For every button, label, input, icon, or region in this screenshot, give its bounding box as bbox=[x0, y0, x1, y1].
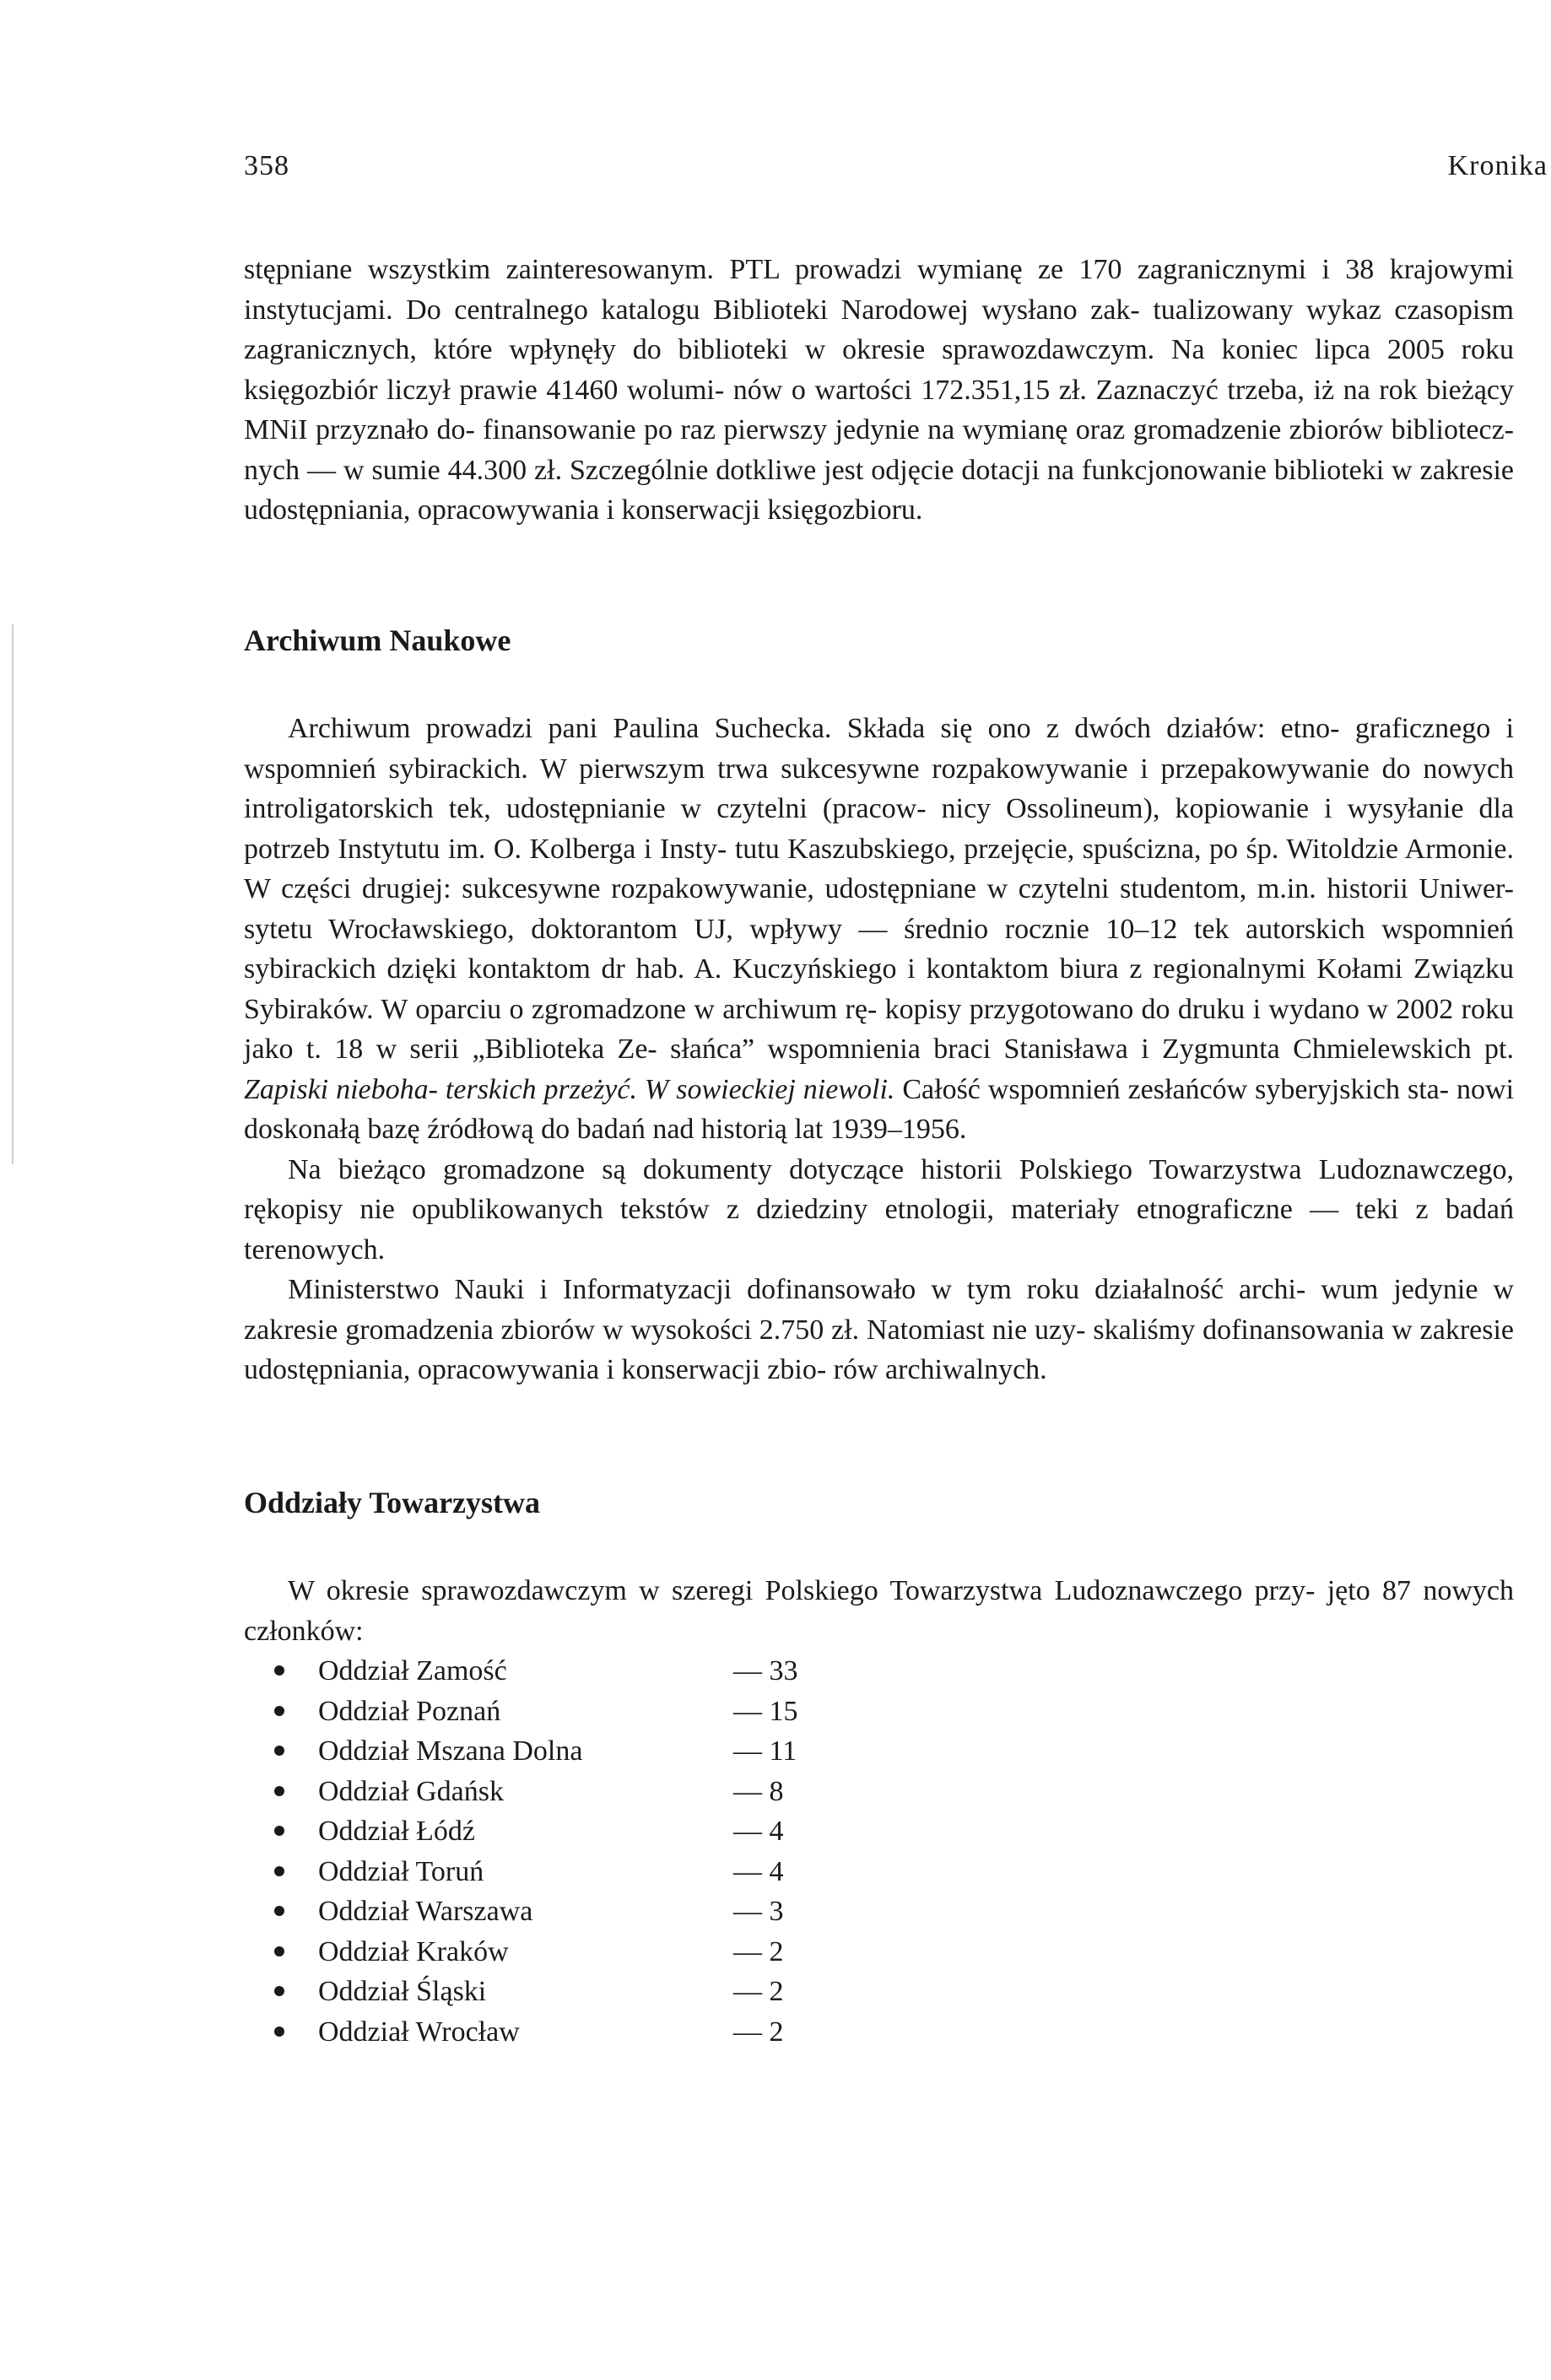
text-line: jęto 87 nowych członków: bbox=[244, 1575, 1515, 1647]
bullet-icon bbox=[274, 1826, 284, 1836]
list-item bbox=[244, 1892, 1514, 1932]
branch-name: Oddział Wrocław bbox=[318, 2016, 520, 2048]
branch-name: Oddział Mszana Dolna bbox=[318, 1735, 583, 1767]
bullet-icon bbox=[274, 1946, 284, 1956]
archive-heading: Archiwum Naukowe bbox=[244, 623, 511, 657]
branch-name: Oddział Łódź bbox=[318, 1816, 475, 1847]
text-line: sprawozdawczym. Na koniec lipca 2005 roku księgozbiór liczył prawie 41460 wolumi- bbox=[244, 334, 1514, 406]
archive-paragraph-3 bbox=[244, 1270, 1514, 1390]
text-line: etnograficzne — teki z badań terenowych. bbox=[244, 1194, 1515, 1266]
list-item bbox=[244, 1651, 1514, 1692]
branch-name: Oddział Poznań bbox=[318, 1695, 501, 1727]
bullet-icon bbox=[274, 1706, 284, 1716]
branch-count: — 15 bbox=[733, 1695, 798, 1727]
text-line: graficznego i wspomnień sybirackich. W pierwszym trwa sukcesywne rozpakowywanie bbox=[244, 713, 1515, 785]
archive-paragraph-2 bbox=[244, 1150, 1514, 1271]
branch-name: Oddział Gdańsk bbox=[318, 1775, 505, 1807]
text-line: wum jedynie w zakresie gromadzenia zbiorów w wysokości 2.750 zł. Natomiast nie uzy- bbox=[244, 1274, 1514, 1346]
branch-count: — 2 bbox=[733, 1976, 784, 2007]
library-paragraph bbox=[244, 250, 1514, 531]
text-line: finansowanie po raz pierwszy jedynie na wymianę oraz gromadzenie zbiorów bibliotecz- bbox=[483, 414, 1514, 445]
bullet-icon bbox=[274, 1906, 284, 1916]
branch-count: — 8 bbox=[733, 1775, 784, 1807]
text-line: W okresie sprawozdawczym w szeregi Polskiego Towarzystwa Ludoznawczego przy- bbox=[288, 1575, 1316, 1606]
branch-name: Oddział Zamość bbox=[318, 1655, 507, 1687]
text-line: sytetu Wrocławskiego, doktorantom UJ, wpływy — średnio rocznie 10–12 tek autorskich bbox=[244, 913, 1365, 945]
list-item bbox=[244, 2012, 1514, 2053]
bullet-icon bbox=[274, 2027, 284, 2037]
archive-paragraph-1 bbox=[244, 709, 1514, 1150]
branches-list bbox=[244, 1651, 1514, 2052]
text-line: nowi doskonałą bazę źródłową do badań nad historią lat 1939–1956. bbox=[244, 1073, 1515, 1145]
list-item bbox=[244, 1731, 1514, 1772]
text-line: Na bieżąco gromadzone są dokumenty dotyczące historii Polskiego Towarzystwa bbox=[288, 1153, 1302, 1185]
text-line: skaliśmy dofinansowania w zakresie udostępniania, opracowywania i konserwacji zbio- bbox=[244, 1314, 1515, 1385]
text-line: Ministerstwo Nauki i Informatyzacji dofinansowało w tym roku działalność archi- bbox=[288, 1274, 1306, 1305]
book-title-italic: Zapiski nieboha- bbox=[244, 1073, 438, 1105]
text-line: Ludoznawczego, rękopisy nie opublikowanych tekstów z dziedziny etnologii, materiały bbox=[244, 1153, 1514, 1225]
list-item bbox=[244, 1972, 1514, 2012]
list-item bbox=[244, 1811, 1514, 1852]
bullet-icon bbox=[274, 1665, 284, 1676]
text-line: biblioteki w zakresie udostępniania, opracowywania i konserwacji księgozbioru. bbox=[244, 454, 1515, 526]
text-line: wspomnień sybirackich dzięki kontaktom dr hab. A. Kuczyńskiego i kontaktom biura bbox=[244, 913, 1515, 985]
branch-count: — 2 bbox=[733, 1935, 784, 1967]
text-line: sukcesywne rozpakowywanie, udostępniane w czytelni studentom, m.in. historii Uniwer- bbox=[462, 873, 1515, 904]
text-line: i przepakowywanie do nowych introligatorskich tek, udostępnianie w czytelni (pracow- bbox=[244, 753, 1514, 824]
branch-name: Oddział Kraków bbox=[318, 1935, 509, 1967]
text-line: Całość wspomnień zesłańców syberyjskich sta- bbox=[894, 1073, 1450, 1105]
text-line: Archiwum prowadzi pani Paulina Suchecka. Składa się ono z dwóch działów: etno- bbox=[288, 713, 1340, 744]
branch-count: — 4 bbox=[733, 1855, 784, 1887]
book-title-italic: terskich przeżyć. W sowieckiej niewoli. bbox=[445, 1073, 895, 1105]
text-line: nicy Ossolineum), kopiowanie i wysyłanie dla potrzeb Instytutu im. O. Kolberga i Insty- bbox=[244, 793, 1515, 865]
bullet-icon bbox=[274, 1986, 284, 1996]
text-line: stępniane wszystkim zainteresowanym. PTL prowadzi wymianę ze 170 zagranicznymi bbox=[244, 254, 1307, 285]
list-item bbox=[244, 1692, 1514, 1732]
text-line: i 38 krajowymi instytucjami. Do centralnego katalogu Biblioteki Narodowej wysłano zak- bbox=[244, 254, 1515, 326]
text-line: kopisy przygotowano do druku i wydano w 2002 roku jako t. 18 w serii „Biblioteka Ze- bbox=[244, 993, 1514, 1065]
branch-count: — 4 bbox=[733, 1816, 784, 1847]
text-line: tutu Kaszubskiego, przejęcie, spuścizna, po śp. Witoldzie Armonie. W części drugiej: bbox=[244, 833, 1515, 904]
branch-name: Oddział Toruń bbox=[318, 1855, 484, 1887]
text-line: nów o wartości 172.351,15 zł. Zaznaczyć trzeba, iż na rok bieżący MNiI przyznało do- bbox=[244, 374, 1515, 445]
page-body bbox=[244, 250, 1514, 2052]
running-title: Kronika bbox=[1447, 150, 1548, 181]
text-line: z regionalnymi Kołami Związku Sybiraków. W oparciu o zgromadzone w archiwum rę- bbox=[244, 953, 1514, 1025]
text-line: rów archiwalnych. bbox=[833, 1354, 1047, 1385]
branches-heading: Oddziały Towarzystwa bbox=[244, 1485, 541, 1519]
branch-count: — 3 bbox=[733, 1896, 784, 1927]
text-line: tualizowany wykaz czasopism zagranicznych, które wpłynęły do biblioteki w okresie bbox=[244, 294, 1514, 365]
text-line: słańca” wspomnienia braci Stanisława i Zygmunta Chmielewskich pt. bbox=[670, 1033, 1514, 1065]
branches-intro bbox=[244, 1571, 1514, 1651]
branch-name: Oddział Warszawa bbox=[318, 1896, 533, 1927]
branch-count: — 33 bbox=[733, 1655, 798, 1687]
list-item bbox=[244, 1852, 1514, 1892]
branch-count: — 11 bbox=[733, 1735, 797, 1767]
page-number: 358 bbox=[244, 150, 289, 181]
scan-edge-line bbox=[12, 624, 14, 1164]
list-item bbox=[244, 1772, 1514, 1812]
branch-name: Oddział Śląski bbox=[318, 1976, 487, 2007]
bullet-icon bbox=[274, 1746, 284, 1756]
text-line: nych — w sumie 44.300 zł. Szczególnie dotkliwe jest odjęcie dotacji na funkcjonowanie bbox=[244, 454, 1267, 486]
bullet-icon bbox=[274, 1786, 284, 1796]
branch-count: — 2 bbox=[733, 2016, 784, 2048]
list-item bbox=[244, 1932, 1514, 1973]
bullet-icon bbox=[274, 1866, 284, 1876]
